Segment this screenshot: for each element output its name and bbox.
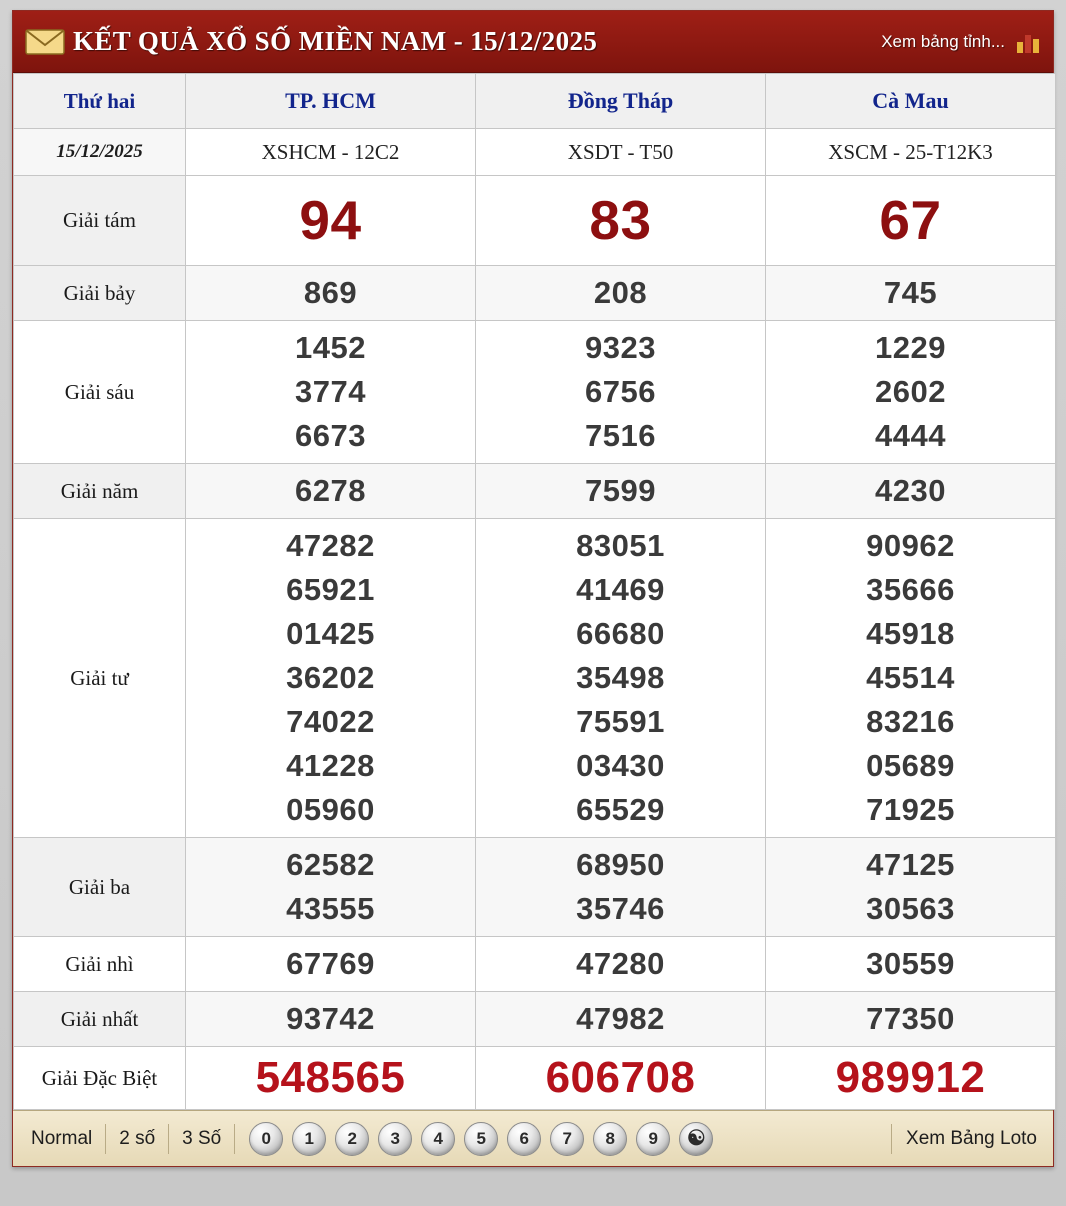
digit-ball-5[interactable]: 5 (464, 1122, 498, 1156)
digit-ball-4[interactable]: 4 (421, 1122, 455, 1156)
ticket-code-0: XSHCM - 12C2 (186, 129, 476, 176)
prize-numbers-3-0: 6278 (186, 464, 476, 519)
prize-numbers-4-2: 90962 35666 45918 45514 83216 05689 71925 (766, 519, 1056, 838)
prize-numbers-1-0: 869 (186, 266, 476, 321)
prize-row-giai-bay (14, 266, 1056, 321)
prize-numbers-8-1: 606708 (476, 1047, 766, 1110)
prize-row-giai-nhat (14, 992, 1056, 1047)
view-province-table-link[interactable]: Xem bảng tỉnh... (881, 31, 1005, 51)
draw-date: 15/12/2025 (14, 129, 186, 176)
table-code-row (14, 129, 1056, 176)
prize-numbers-5-2: 47125 30563 (766, 838, 1056, 937)
prize-numbers-7-2: 77350 (766, 992, 1056, 1047)
prize-label-3: Giải năm (14, 464, 186, 519)
prize-numbers-3-2: 4230 (766, 464, 1056, 519)
prize-numbers-0-0: 94 (186, 176, 476, 266)
table-header-row (14, 74, 1056, 129)
prize-row-giai-sau (14, 321, 1056, 464)
bar-chart-icon[interactable] (1015, 30, 1041, 54)
prize-label-8: Giải Đặc Biệt (14, 1047, 186, 1110)
prize-numbers-6-2: 30559 (766, 937, 1056, 992)
prize-numbers-7-1: 47982 (476, 992, 766, 1047)
mode-button-3so[interactable]: 3 Số (169, 1124, 235, 1154)
digit-ball-0[interactable]: 0 (249, 1122, 283, 1156)
prize-label-5: Giải ba (14, 838, 186, 937)
prize-label-0: Giải tám (14, 176, 186, 266)
prize-numbers-6-1: 47280 (476, 937, 766, 992)
prize-row-giai-nhi (14, 937, 1056, 992)
prize-row-giai-ba (14, 838, 1056, 937)
yin-yang-icon[interactable]: ☯ (679, 1122, 713, 1156)
prize-row-giai-nam (14, 464, 1056, 519)
prize-numbers-0-2: 67 (766, 176, 1056, 266)
prize-numbers-2-0: 1452 3774 6673 (186, 321, 476, 464)
mode-button-2so[interactable]: 2 số (106, 1124, 169, 1154)
board-footer (13, 1110, 1053, 1166)
digit-ball-3[interactable]: 3 (378, 1122, 412, 1156)
prize-numbers-6-0: 67769 (186, 937, 476, 992)
digit-filter-group (235, 1122, 727, 1156)
prize-label-1: Giải bảy (14, 266, 186, 321)
prize-label-2: Giải sáu (14, 321, 186, 464)
prize-numbers-5-1: 68950 35746 (476, 838, 766, 937)
page-title: KẾT QUẢ XỔ SỐ MIỀN NAM - 15/12/2025 (73, 26, 598, 56)
ticket-code-2: XSCM - 25-T12K3 (766, 129, 1056, 176)
province-header-0[interactable]: TP. HCM (186, 74, 476, 129)
province-header-1[interactable]: Đồng Tháp (476, 74, 766, 129)
digit-ball-2[interactable]: 2 (335, 1122, 369, 1156)
digit-ball-9[interactable]: 9 (636, 1122, 670, 1156)
prize-numbers-4-0: 47282 65921 01425 36202 74022 41228 05960 (186, 519, 476, 838)
digit-ball-1[interactable]: 1 (292, 1122, 326, 1156)
lottery-result-board (12, 10, 1054, 1167)
prize-numbers-4-1: 83051 41469 66680 35498 75591 03430 65529 (476, 519, 766, 838)
results-table (13, 73, 1056, 1110)
prize-numbers-1-1: 208 (476, 266, 766, 321)
prize-label-6: Giải nhì (14, 937, 186, 992)
page-bottom-spacer (12, 1167, 1054, 1201)
prize-numbers-8-2: 989912 (766, 1047, 1056, 1110)
view-loto-table-button[interactable]: Xem Bảng Loto (891, 1124, 1043, 1154)
mode-button-normal[interactable]: Normal (23, 1124, 106, 1154)
prize-numbers-5-0: 62582 43555 (186, 838, 476, 937)
prize-numbers-2-1: 9323 6756 7516 (476, 321, 766, 464)
prize-numbers-8-0: 548565 (186, 1047, 476, 1110)
prize-label-7: Giải nhất (14, 992, 186, 1047)
prize-row-giai-tu (14, 519, 1056, 838)
prize-numbers-2-2: 1229 2602 4444 (766, 321, 1056, 464)
ticket-code-1: XSDT - T50 (476, 129, 766, 176)
board-header (13, 11, 1053, 73)
prize-label-4: Giải tư (14, 519, 186, 838)
prize-numbers-0-1: 83 (476, 176, 766, 266)
prize-numbers-1-2: 745 (766, 266, 1056, 321)
prize-row-giai-dac-biet (14, 1047, 1056, 1110)
digit-ball-7[interactable]: 7 (550, 1122, 584, 1156)
digit-ball-6[interactable]: 6 (507, 1122, 541, 1156)
day-label: Thứ hai (14, 74, 186, 129)
digit-ball-8[interactable]: 8 (593, 1122, 627, 1156)
prize-numbers-7-0: 93742 (186, 992, 476, 1047)
prize-numbers-3-1: 7599 (476, 464, 766, 519)
header-actions (881, 30, 1041, 54)
mail-icon[interactable] (25, 28, 65, 56)
province-header-2[interactable]: Cà Mau (766, 74, 1056, 129)
prize-row-giai-tam (14, 176, 1056, 266)
